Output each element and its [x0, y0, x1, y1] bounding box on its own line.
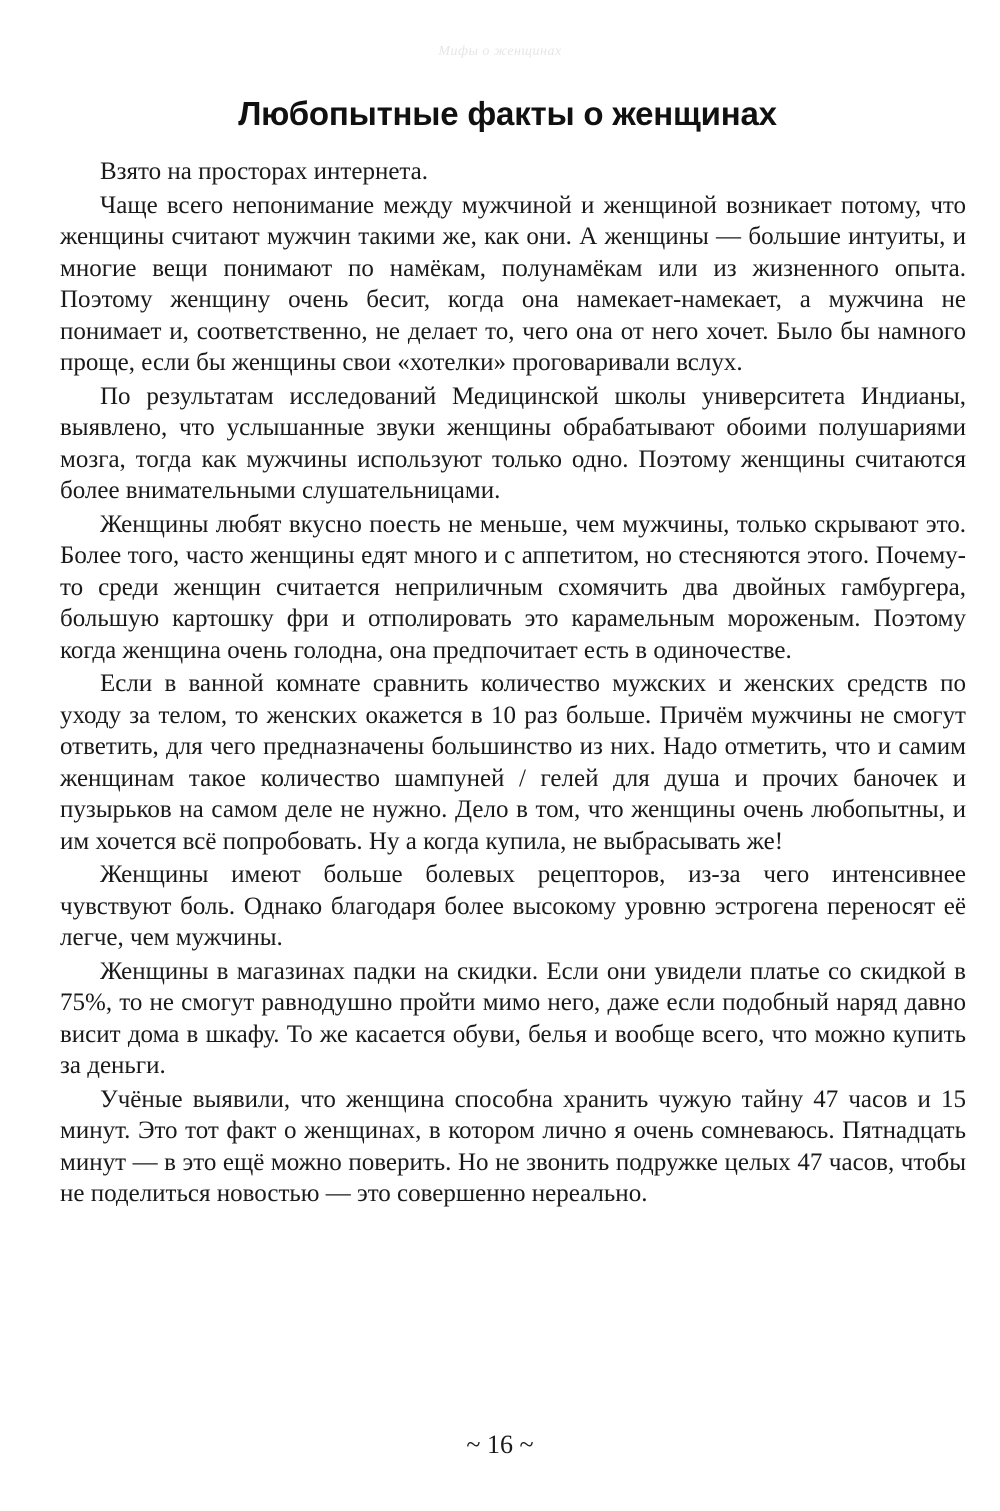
- paragraph-pain: Женщины имеют больше болевых рецепторов, из-за чего интенсивнее чувствуют боль. Однако благодаря более высокому уровню эстрогена переносят её легче, чем мужчины.: [60, 861, 966, 951]
- article-title: Любопытные факты о женщинах: [238, 95, 777, 132]
- paragraph-secret: Учёные выявили, что женщина способна хранить чужую тайну 47 часов и 15 минут. Это тот факт о женщинах, в котором лично я очень сомневаюсь. Пятнадцать минут — в это ещё можно поверить. Но не звонить подружке целых 47 часов, чтобы не поделиться новостью — это совершенно нереально.: [60, 1085, 966, 1207]
- paragraph-source-note: Взято на просторах интернета.: [100, 158, 428, 185]
- paragraph-misunderstanding: Чаще всего непонимание между мужчиной и женщиной возникает потому, что женщины считают мужчин такими же, как они. А женщины — большие интуиты, и многие вещи понимают по намёкам, полунамёкам или из жизненного опыта. Поэтому женщину очень бесит, когда она намекает-намекает, а мужчина не понимает и, соответственно, не делает то, чего она от него хочет. Было бы намного проще, если бы женщины свои «хотелки» проговаривали вслух.: [60, 191, 966, 376]
- page-number: ~ 16 ~: [466, 1430, 534, 1459]
- paragraph-discounts: Женщины в магазинах падки на скидки. Если они увидели платье со скидкой в 75%, то не смогут равнодушно пройти мимо него, даже если подобный наряд давно висит дома в шкафу. То же касается обуви, белья и вообще всего, что можно купить за деньги.: [60, 957, 966, 1079]
- paragraph-bathroom: Если в ванной комнате сравнить количество мужских и женских средств по уходу за телом, то женских окажется в 10 раз больше. Причём мужчины не смогут ответить, для чего предназначены большинство из них. Надо отметить, что и самим женщинам такое количество шампуней / гелей для душа и прочих баночек и пузырьков на самом деле не нужно. Дело в том, что женщины очень любопытны, и им хочется всё попробовать. Ну а когда купила, не выбрасывать же!: [60, 670, 966, 855]
- paragraph-eating: Женщины любят вкусно поесть не меньше, чем мужчины, только скрывают это. Более того, часто женщины едят много и с аппетитом, но стесняются этого. Почему-то среди женщин считается неприличным схомячить два двойных гамбургера, большую картошку фри и отполировать это карамельным мороженым. Поэтому когда женщина очень голодна, она предпочитает есть в одиночестве.: [60, 510, 966, 664]
- article-body: [60, 156, 966, 1212]
- running-header: Мифы о женщинах: [438, 44, 562, 59]
- paragraph-listening: По результатам исследований Медицинской школы университета Индианы, выявлено, что услышанные звуки женщины обрабатывают обоими полушариями мозга, тогда как мужчины используют только одно. Поэтому женщины считаются более внимательными слушательницами.: [60, 382, 966, 504]
